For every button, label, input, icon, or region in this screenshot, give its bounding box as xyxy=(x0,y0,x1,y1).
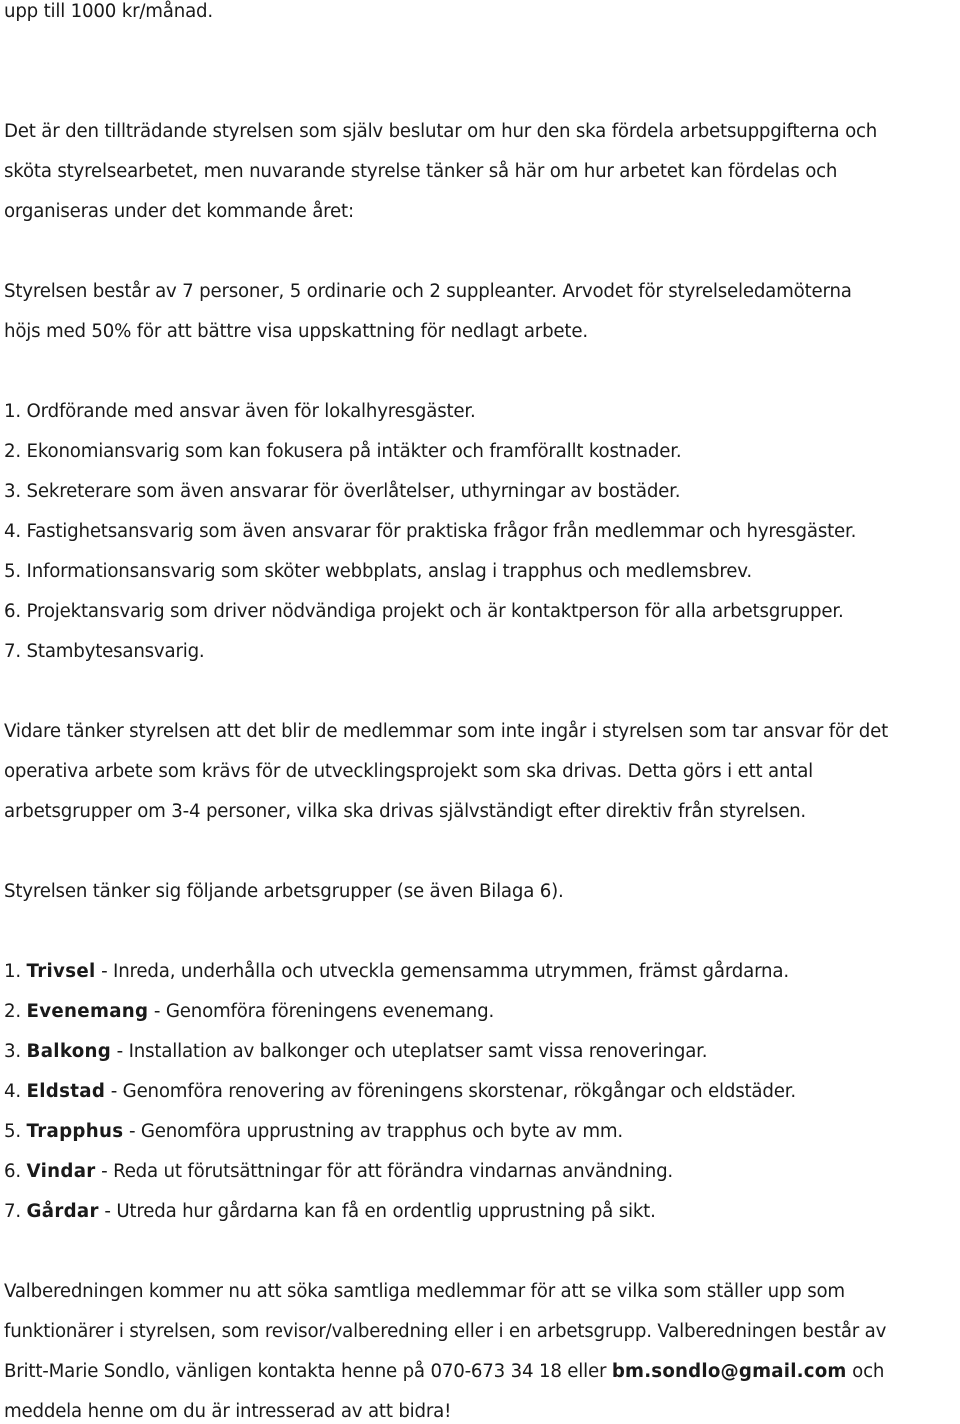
group-description: Genomföra föreningens evenemang. xyxy=(165,1001,495,1022)
para2-line1: Styrelsen består av 7 personer, 5 ordinarie och 2 suppleanter. Arvodet för styrelseledamöterna xyxy=(4,281,852,302)
group-separator: - xyxy=(98,1201,117,1222)
role-item xyxy=(4,440,681,464)
contact-text-end: och xyxy=(846,1361,885,1382)
para1-line1: Det är den tillträdande styrelsen som själv beslutar om hur den ska fördela arbetsuppgifterna och xyxy=(4,121,878,142)
role-text: Informationsansvarig som sköter webbplats, anslag i trapphus och medlemsbrev. xyxy=(26,561,752,582)
group-name: Trivsel xyxy=(26,961,96,982)
role-item xyxy=(4,560,752,584)
role-number: 6. xyxy=(4,601,21,622)
para4-line1: Styrelsen tänker sig följande arbetsgrupper (se även Bilaga 6). xyxy=(4,881,564,902)
group-description: Reda ut förutsättningar för att förändra vindarnas användning. xyxy=(113,1161,674,1182)
para3-line2: operativa arbete som krävs för de utvecklingsprojekt som ska drivas. Detta görs i ett antal xyxy=(4,761,814,782)
role-number: 2. xyxy=(4,441,21,462)
role-item xyxy=(4,400,476,424)
group-description: Utreda hur gårdarna kan få en ordentlig upprustning på sikt. xyxy=(116,1201,656,1222)
group-item xyxy=(4,1000,494,1024)
group-number: 5. xyxy=(4,1121,21,1142)
group-name: Evenemang xyxy=(26,1001,149,1022)
group-separator: - xyxy=(123,1121,141,1142)
group-name: Eldstad xyxy=(26,1081,106,1102)
role-item xyxy=(4,520,856,544)
para5-line1: Valberedningen kommer nu att söka samtliga medlemmar för att se vilka som ställer upp som xyxy=(4,1281,845,1302)
para3-line1: Vidare tänker styrelsen att det blir de medlemmar som inte ingår i styrelsen som tar ansvar för det xyxy=(4,721,889,742)
group-separator: - xyxy=(148,1001,166,1022)
para5-line3 xyxy=(4,1360,884,1384)
role-item xyxy=(4,600,844,624)
group-number: 7. xyxy=(4,1201,21,1222)
role-text: Projektansvarig som driver nödvändiga projekt och är kontaktperson för alla arbetsgrupper. xyxy=(26,601,844,622)
role-number: 5. xyxy=(4,561,21,582)
group-separator: - xyxy=(95,1161,114,1182)
group-description: Genomföra upprustning av trapphus och byte av mm. xyxy=(140,1121,623,1142)
role-number: 3. xyxy=(4,481,21,502)
group-item xyxy=(4,1040,707,1064)
para5-line2: funktionärer i styrelsen, som revisor/valberedning eller i en arbetsgrupp. Valberedningen består av xyxy=(4,1321,887,1342)
para1-line3: organiseras under det kommande året: xyxy=(4,201,354,222)
group-number: 3. xyxy=(4,1041,21,1062)
group-description: Inreda, underhålla och utveckla gemensamma utrymmen, främst gårdarna. xyxy=(113,961,789,982)
group-number: 4. xyxy=(4,1081,21,1102)
group-item xyxy=(4,960,789,984)
role-text: Stambytesansvarig. xyxy=(26,641,205,662)
role-number: 7. xyxy=(4,641,21,662)
intro-line: upp till 1000 kr/månad. xyxy=(4,1,213,22)
role-text: Sekreterare som även ansvarar för överlåtelser, uthyrningar av bostäder. xyxy=(26,481,681,502)
para5-line4: meddela henne om du är intresserad av att bidra! xyxy=(4,1401,452,1422)
role-number: 4. xyxy=(4,521,21,542)
group-number: 2. xyxy=(4,1001,21,1022)
role-text: Ordförande med ansvar även för lokalhyresgäster. xyxy=(26,401,476,422)
role-item xyxy=(4,640,205,664)
role-number: 1. xyxy=(4,401,21,422)
group-item xyxy=(4,1120,623,1144)
para1-line2: sköta styrelsearbetet, men nuvarande styrelse tänker så här om hur arbetet kan fördelas och xyxy=(4,161,838,182)
group-name: Gårdar xyxy=(26,1201,99,1222)
group-name: Trapphus xyxy=(26,1121,124,1142)
group-name: Balkong xyxy=(26,1041,112,1062)
group-description: Genomföra renovering av föreningens skorstenar, rökgångar och eldstäder. xyxy=(122,1081,796,1102)
group-separator: - xyxy=(95,961,114,982)
group-number: 6. xyxy=(4,1161,21,1182)
group-item xyxy=(4,1080,796,1104)
role-text: Fastighetsansvarig som även ansvarar för praktiska frågor från medlemmar och hyresgäster. xyxy=(26,521,857,542)
role-item xyxy=(4,480,680,504)
group-item xyxy=(4,1160,673,1184)
contact-text: Britt-Marie Sondlo, vänligen kontakta henne på 070-673 34 18 eller xyxy=(4,1361,612,1382)
group-number: 1. xyxy=(4,961,21,982)
group-separator: - xyxy=(111,1041,129,1062)
para2-line2: höjs med 50% för att bättre visa uppskattning för nedlagt arbete. xyxy=(4,321,588,342)
group-separator: - xyxy=(105,1081,123,1102)
role-text: Ekonomiansvarig som kan fokusera på intäkter och framförallt kostnader. xyxy=(26,441,682,462)
group-name: Vindar xyxy=(26,1161,96,1182)
para3-line3: arbetsgrupper om 3-4 personer, vilka ska drivas självständigt efter direktiv från styrelsen. xyxy=(4,801,806,822)
group-item xyxy=(4,1200,656,1224)
group-description: Installation av balkonger och uteplatser samt vissa renoveringar. xyxy=(128,1041,708,1062)
email-link[interactable]: bm.sondlo@gmail.com xyxy=(611,1361,847,1382)
